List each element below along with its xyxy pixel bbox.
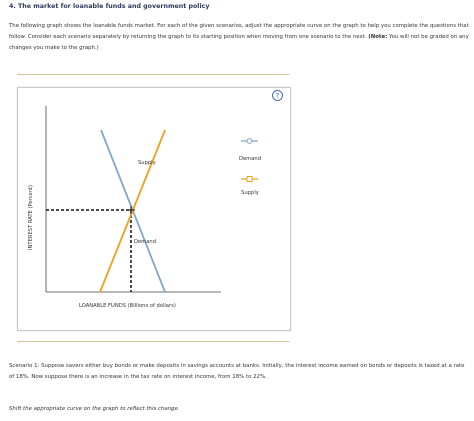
square-marker-icon <box>247 177 252 182</box>
scenario-paragraph <box>9 361 471 383</box>
bottom-divider <box>17 341 289 342</box>
top-divider <box>17 74 289 75</box>
intro-paragraph <box>9 21 471 54</box>
intro-text: The following graph shows the loanable funds market. For each of the given scenarios, adjust the appropriate curve on the graph to help you complete the questions that follow. Consider each scenario separately by returning the graph to its starting position when moving from one scenario to the next. <box>9 23 469 40</box>
supply-legend-tool[interactable] <box>241 177 258 182</box>
demand-legend-label: Demand <box>239 156 261 162</box>
scenario-instruction: Shift the appropriate curve on the graph to reflect this change. <box>9 406 180 412</box>
y-axis-title: INTEREST RATE (Percent) <box>28 184 34 250</box>
help-button[interactable]: ? <box>272 90 283 101</box>
x-axis-title: LOANABLE FUNDS (Billions of dollars) <box>79 303 176 309</box>
note-text: You will not be graded on any changes you make to the graph.) <box>9 34 469 51</box>
circle-marker-icon <box>247 139 252 144</box>
supply-curve-label: Supply <box>138 160 156 166</box>
graph-panel <box>17 87 291 331</box>
scenario-text: Scenario 1: Suppose savers either buy bonds or make deposits in savings accounts at banks. Initially, the interest income earned on bonds or deposits is taxed at a rate of 18%. Now suppose there is an increase in the tax rate on interest income, from 18% to 22%. <box>9 363 465 380</box>
demand-curve-label: Demand <box>134 239 156 245</box>
supply-legend-label: Supply <box>241 190 259 196</box>
question-title: 4. The market for loanable funds and government policy <box>9 3 210 10</box>
demand-legend-tool[interactable] <box>241 139 258 144</box>
loanable-funds-graph <box>18 88 290 330</box>
note-label: (Note: <box>368 34 388 40</box>
